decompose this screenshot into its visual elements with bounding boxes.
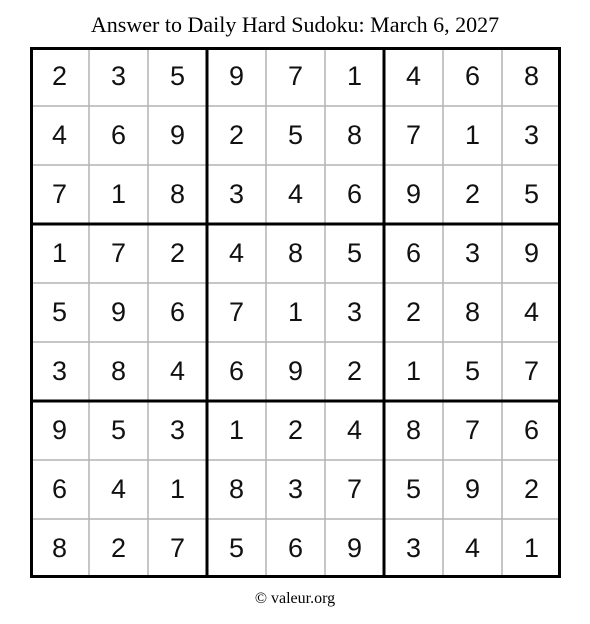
sudoku-cell-r6c5[interactable]: 9 [287,356,304,386]
sudoku-cell-r5c6[interactable]: 3 [346,297,363,327]
sudoku-cell-r3c5[interactable]: 4 [287,179,304,209]
sudoku-cell-r6c8[interactable]: 5 [464,356,481,386]
sudoku-cell-r4c7[interactable]: 6 [405,238,422,268]
sudoku-cell-r6c7[interactable]: 1 [405,356,422,386]
sudoku-cell-r6c9[interactable]: 7 [523,356,540,386]
sudoku-cell-r9c7[interactable]: 3 [405,533,422,563]
sudoku-cell-r9c4[interactable]: 5 [228,533,245,563]
sudoku-cell-r9c3[interactable]: 7 [169,533,186,563]
sudoku-cell-r8c9[interactable]: 2 [523,474,540,504]
sudoku-cell-r3c3[interactable]: 8 [169,179,186,209]
sudoku-cell-r1c3[interactable]: 5 [169,61,186,91]
sudoku-cell-r9c6[interactable]: 9 [346,533,363,563]
sudoku-cell-r2c7[interactable]: 7 [405,120,422,150]
sudoku-cell-r8c7[interactable]: 5 [405,474,422,504]
sudoku-cell-r5c8[interactable]: 8 [464,297,481,327]
sudoku-cell-r7c2[interactable]: 5 [110,415,127,445]
sudoku-cell-r5c3[interactable]: 6 [169,297,186,327]
sudoku-cell-r7c1[interactable]: 9 [51,415,68,445]
sudoku-cell-r2c4[interactable]: 2 [228,120,245,150]
sudoku-cell-r1c8[interactable]: 6 [464,61,481,91]
sudoku-cell-r1c5[interactable]: 7 [287,61,304,91]
sudoku-cell-r8c3[interactable]: 1 [169,474,186,504]
sudoku-cell-r1c7[interactable]: 4 [405,61,422,91]
copyright-footer: © valeur.org [254,590,336,607]
sudoku-cell-r3c7[interactable]: 9 [405,179,422,209]
sudoku-cell-r8c4[interactable]: 8 [228,474,245,504]
sudoku-cell-r4c2[interactable]: 7 [110,238,127,268]
sudoku-cell-r1c9[interactable]: 8 [523,61,540,91]
sudoku-cell-r4c8[interactable]: 3 [464,238,481,268]
sudoku-cell-r4c6[interactable]: 5 [346,238,363,268]
sudoku-cell-r8c8[interactable]: 9 [464,474,481,504]
sudoku-cell-r3c2[interactable]: 1 [110,179,127,209]
sudoku-cell-r1c6[interactable]: 1 [346,61,363,91]
sudoku-cell-r1c1[interactable]: 2 [51,61,68,91]
sudoku-cell-r8c2[interactable]: 4 [110,474,127,504]
sudoku-cell-r4c5[interactable]: 8 [287,238,304,268]
sudoku-cell-r4c9[interactable]: 9 [523,238,540,268]
sudoku-cell-r3c8[interactable]: 2 [464,179,481,209]
sudoku-cell-r2c6[interactable]: 8 [346,120,363,150]
sudoku-cell-r6c3[interactable]: 4 [169,356,186,386]
sudoku-cell-r6c4[interactable]: 6 [228,356,245,386]
sudoku-cell-r4c1[interactable]: 1 [51,238,68,268]
sudoku-cell-r9c1[interactable]: 8 [51,533,68,563]
sudoku-cell-r5c4[interactable]: 7 [228,297,245,327]
sudoku-cell-r6c2[interactable]: 8 [110,356,127,386]
sudoku-cell-r2c1[interactable]: 4 [51,120,68,150]
sudoku-cell-r2c8[interactable]: 1 [464,120,481,150]
sudoku-cell-r1c2[interactable]: 3 [110,61,127,91]
sudoku-cell-r9c2[interactable]: 2 [110,533,127,563]
sudoku-cell-r2c2[interactable]: 6 [110,120,127,150]
sudoku-cell-r9c8[interactable]: 4 [464,533,481,563]
sudoku-cell-r7c5[interactable]: 2 [287,415,304,445]
sudoku-cell-r7c7[interactable]: 8 [405,415,422,445]
sudoku-cell-r5c2[interactable]: 9 [110,297,127,327]
sudoku-cell-r9c5[interactable]: 6 [287,533,304,563]
sudoku-cell-r7c8[interactable]: 7 [464,415,481,445]
sudoku-cell-r3c1[interactable]: 7 [51,179,68,209]
sudoku-cell-r3c4[interactable]: 3 [228,179,245,209]
sudoku-cell-r7c6[interactable]: 4 [346,415,363,445]
sudoku-cell-r8c1[interactable]: 6 [51,474,68,504]
sudoku-cell-r2c5[interactable]: 5 [287,120,304,150]
sudoku-cell-r6c1[interactable]: 3 [51,356,68,386]
puzzle-title: Answer to Daily Hard Sudoku: March 6, 2027 [90,12,500,37]
sudoku-cell-r5c5[interactable]: 1 [287,297,304,327]
sudoku-cell-r4c4[interactable]: 4 [228,238,245,268]
sudoku-cell-r2c9[interactable]: 3 [523,120,540,150]
sudoku-cell-r3c6[interactable]: 6 [346,179,363,209]
sudoku-cell-r8c6[interactable]: 7 [346,474,363,504]
sudoku-cell-r7c9[interactable]: 6 [523,415,540,445]
sudoku-cell-r5c9[interactable]: 4 [523,297,540,327]
sudoku-cell-r3c9[interactable]: 5 [523,179,540,209]
sudoku-cell-r5c7[interactable]: 2 [405,297,422,327]
sudoku-cell-r7c4[interactable]: 1 [228,415,245,445]
sudoku-board [30,47,561,578]
sudoku-cell-r6c6[interactable]: 2 [346,356,363,386]
sudoku-cell-r4c3[interactable]: 2 [169,238,186,268]
sudoku-cell-r2c3[interactable]: 9 [169,120,186,150]
sudoku-cell-r1c4[interactable]: 9 [228,61,245,91]
sudoku-cell-r5c1[interactable]: 5 [51,297,68,327]
sudoku-cell-r7c3[interactable]: 3 [169,415,186,445]
sudoku-cell-r8c5[interactable]: 3 [287,474,304,504]
sudoku-cell-r9c9[interactable]: 1 [523,533,540,563]
